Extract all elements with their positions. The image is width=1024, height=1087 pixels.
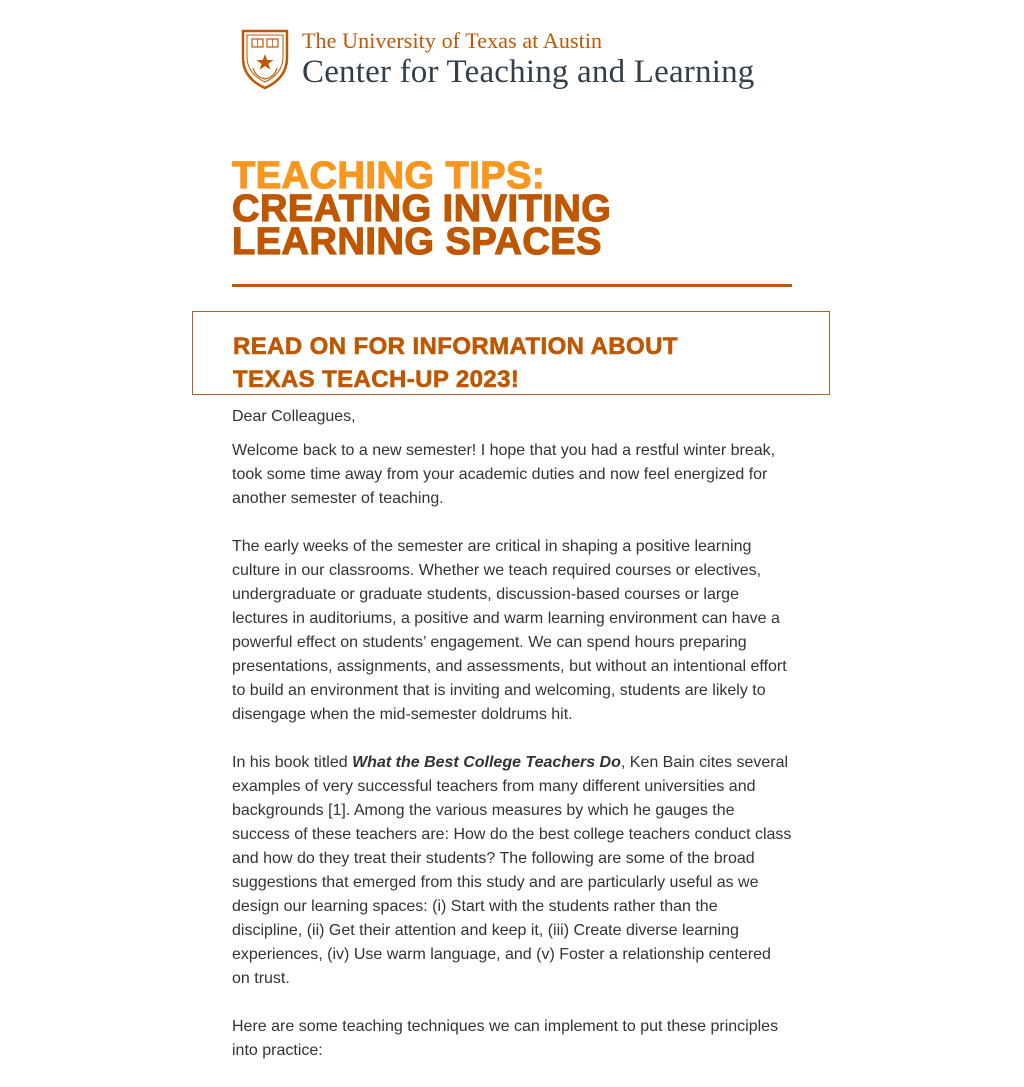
letter-body — [232, 405, 792, 1087]
title-divider — [232, 284, 792, 287]
university-name: The University of Texas at Austin — [302, 27, 603, 53]
ut-shield-seal-icon — [240, 28, 290, 90]
paragraph-3-rest: , Ken Bain cites several examples of very successful teachers from many different universities and backgrounds [1]. Among the various measures by which he gauges the success of these teachers are: How do the best college teachers conduct class and how do they treat their students? The following are some of the broad suggestions that emerged from this study and are particularly useful as we design our learning spaces: (i) Start with the students rather than the discipline, (ii) Get their attention and keep it, (iii) Create diverse learning experiences, (iv) Use warm language, and (v) Foster a relationship centered on trust. — [232, 754, 792, 987]
page-title — [232, 155, 792, 263]
paragraph-2: The early weeks of the semester are critical in shaping a positive learning culture in our classrooms. Whether we teach required courses or electives, undergraduate or graduate students, discussion-based courses or large lectures in auditoriums, a positive and warm learning environment can have a powerful effect on students’ engagement. We can spend hours preparing presentations, assignments, and assessments, but without an intentional effort to build an environment that is inviting and welcoming, students are likely to disengage when the mid-semester doldrums hit. — [232, 538, 787, 723]
callout-box — [192, 311, 830, 395]
paragraph-3 — [232, 751, 792, 991]
title-line-1: TEACHING TIPS: — [232, 155, 546, 197]
title-line-3: LEARNING SPACES — [232, 221, 602, 263]
callout-text — [233, 330, 793, 396]
book-title: What the Best College Teachers Do — [352, 754, 621, 771]
paragraph-1: Welcome back to a new semester! I hope that you had a restful winter break, took some time away from your academic duties and now feel energized for another semester of teaching. — [232, 442, 776, 507]
site-header — [240, 28, 754, 90]
title-line-2: CREATING INVITING — [232, 188, 612, 230]
greeting: Dear Colleagues, — [232, 408, 356, 425]
callout-line-2: TEXAS TEACH-UP 2023! — [233, 366, 520, 393]
paragraph-3-intro: In his book titled — [232, 754, 353, 771]
callout-line-1: READ ON FOR INFORMATION ABOUT — [233, 333, 678, 360]
paragraph-4: Here are some teaching techniques we can implement to put these principles into practice: — [232, 1018, 779, 1059]
center-name: Center for Teaching and Learning — [302, 53, 755, 90]
